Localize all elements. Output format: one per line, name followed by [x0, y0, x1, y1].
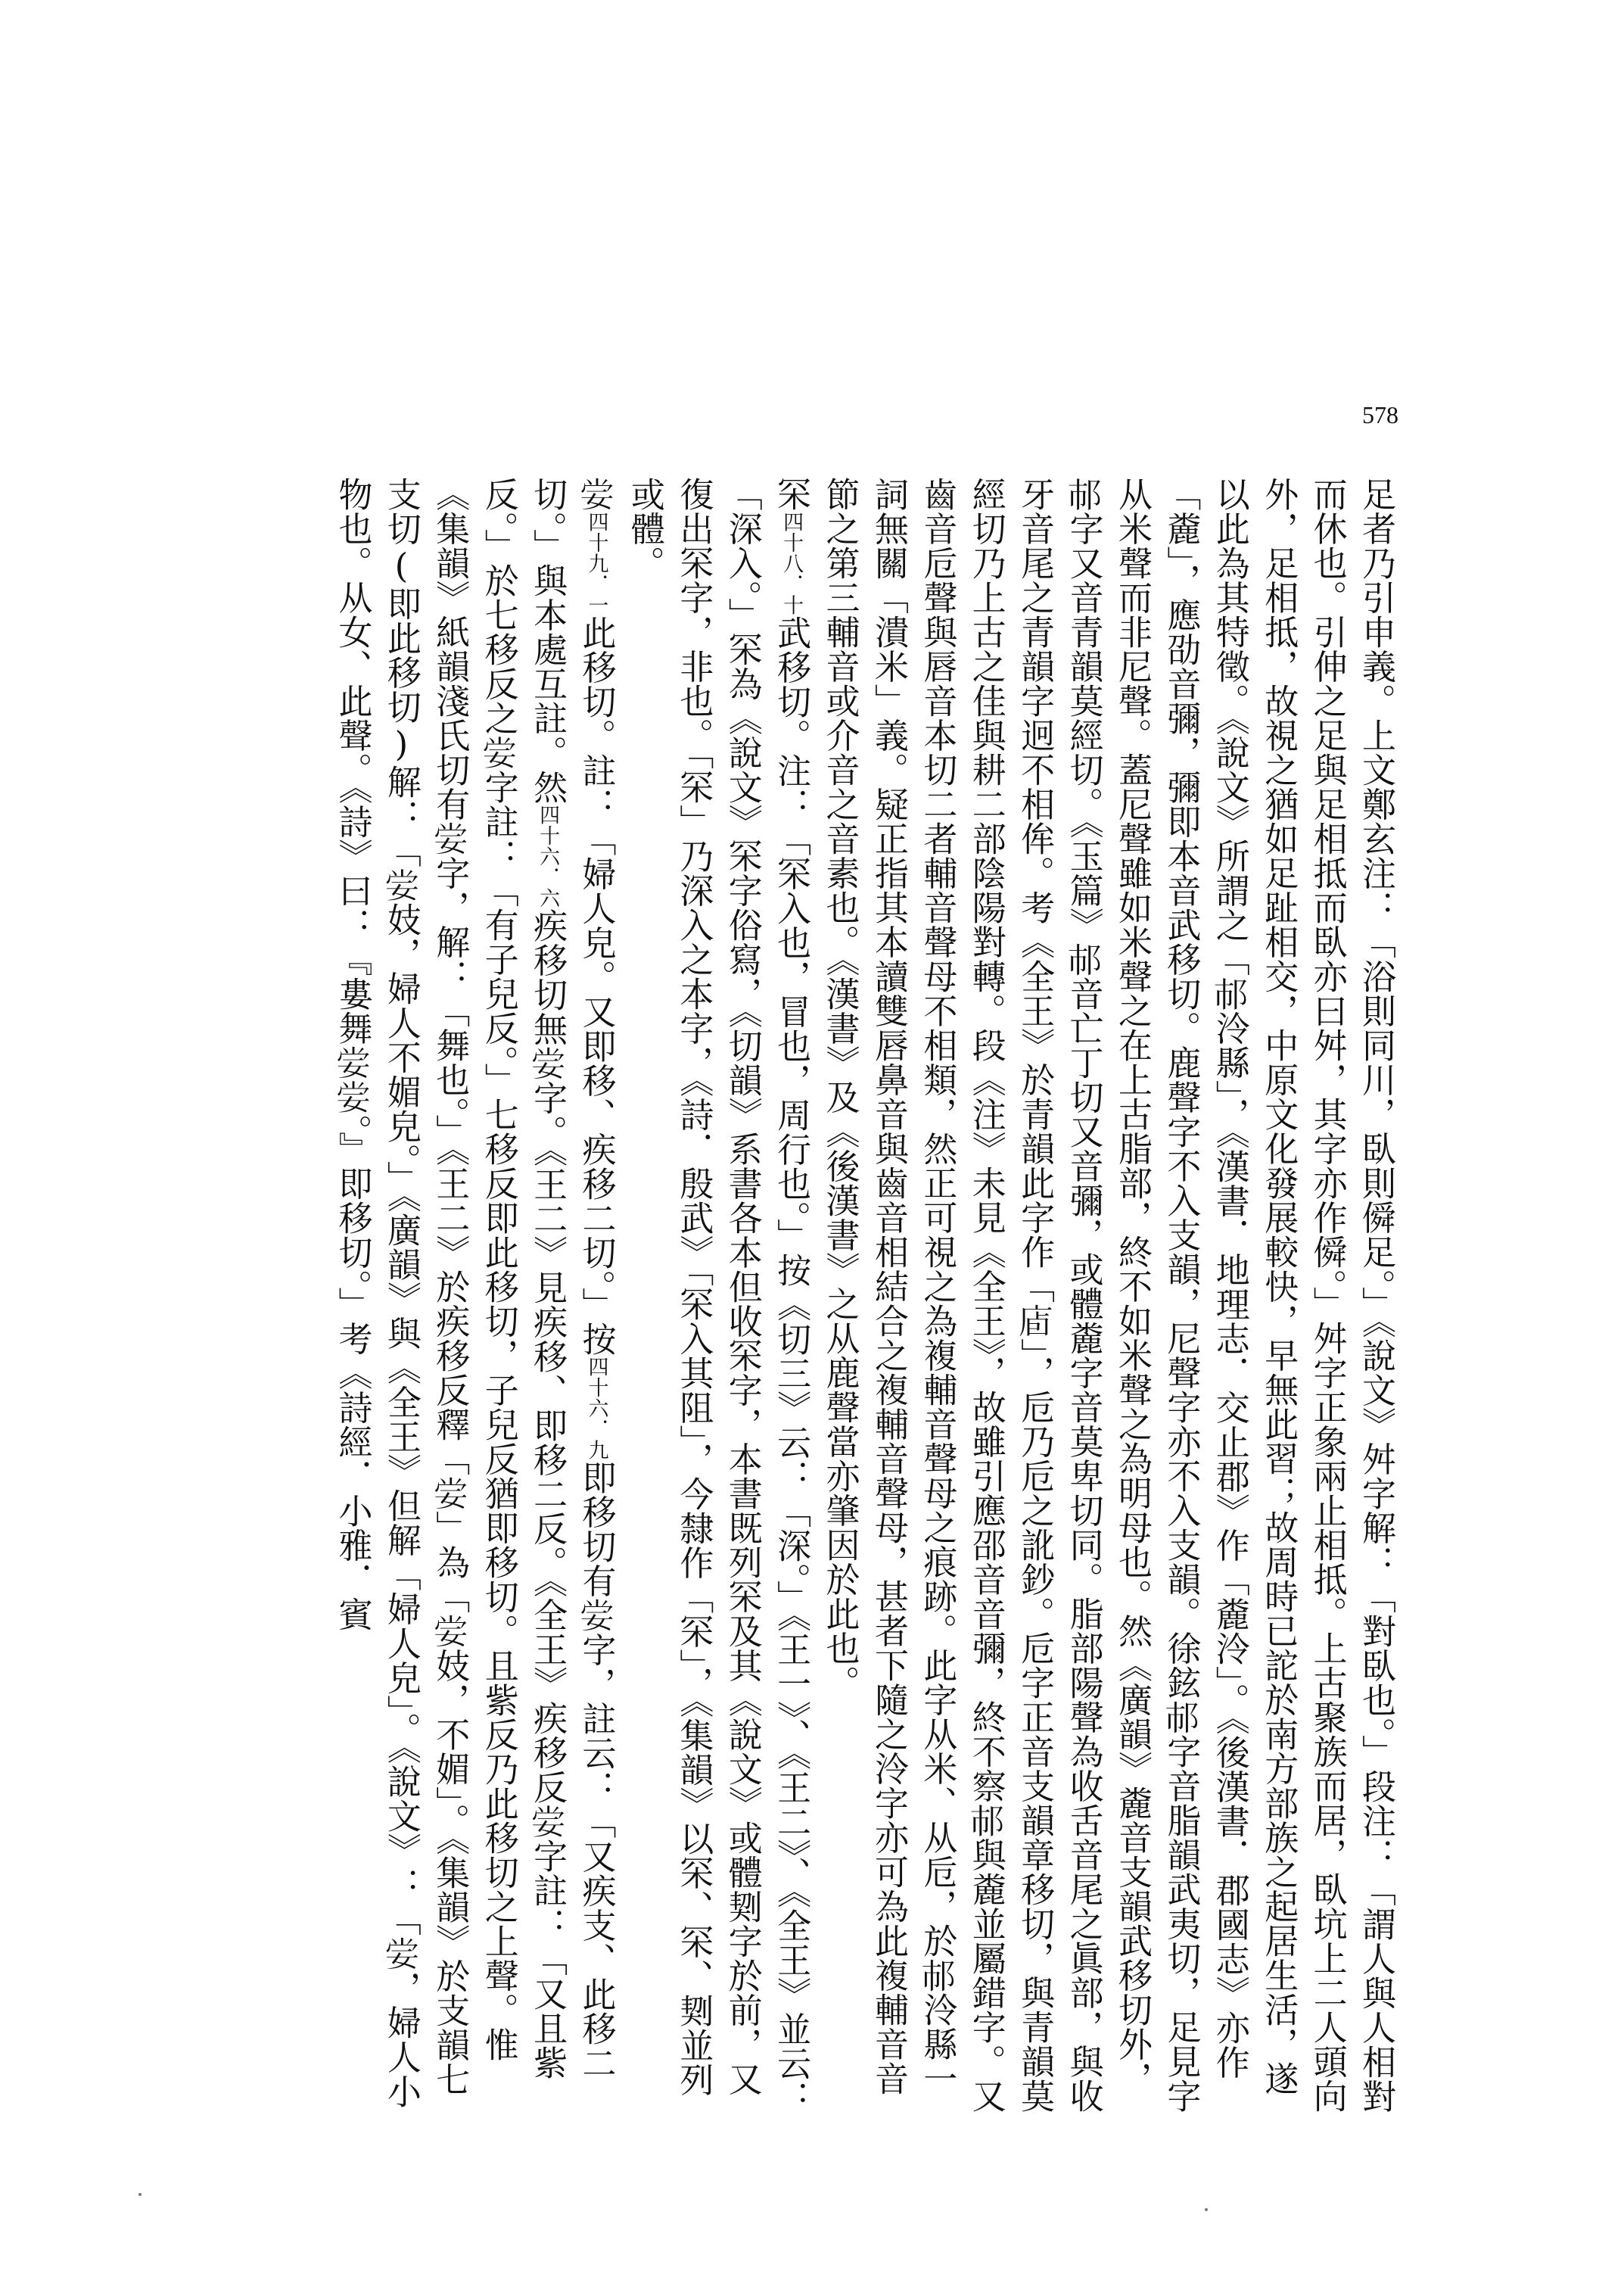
scan-speck [1205, 2208, 1208, 2211]
section-index-number: 四十六．六 [536, 804, 560, 908]
paragraph-text: 𡜈 [576, 477, 617, 512]
paragraph [328, 477, 620, 2120]
paragraph-text: 足者乃引申義。上文鄭玄注：「浴則同川，臥則僢足。」《說文》舛字解：「對臥也。」段注：「謂人與人相對而休也。引伸之足與足相抵而臥亦曰舛，其字亦作僢。」舛字正象兩止相抵。上古聚族而居，臥坑上二人頭向外，足相抵，故視之猶如足趾相交，中原文化發展較快，早無此習；故周時已詑於南方部族之起居生活，遂以此為其特徵。《說文》所謂之「𨙶泠縣」，《漢書．地理志．交止郡》作「麊泠」。《後漢書．郡國志》亦作「麊」，應劭音彌，彌即本音武移切。鹿聲字不入支韻，尼聲字亦不入支韻。徐鉉𨙶字音脂韻武夷切，足見字从米聲而非尼聲。蓋尼聲雖如米聲之在上古脂部，終不如米聲之為明母也。然《廣韻》麊音支韻武移切外，𨙶字又音青韻莫經切。《玉篇》𨙶音亡丁切又音彌，或體麊字音莫卑切同。脂部陽聲為收舌音尾之眞部，與收牙音尾之青韻字迥不相侔。考《全王》於青韻此字作「𢈞」，卮乃卮之訛鈔。卮字正音支韻章移切，與青韻莫經切乃上古之佳與耕二部陰陽對轉。段《注》未見《全王》，故雖引應邵音音彌，終不察𨙶與麊並屬錯字。又齒音卮聲與唇音本切二者輔音聲母不相類，然正可視之為複輔音聲母之痕跡。此字从米、从卮，於𨙶泠縣一詞無關「潰米」義。疑正指其本讀雙唇鼻音與齒音相結合之複輔音聲母，甚者下隨之泠字亦可為此複輔音音節之第三輔音或介音之音素也。《漢書》及《後漢書》之从鹿聲當亦肇因於此也。 [820, 477, 1396, 2113]
page-number: 578 [1362, 401, 1398, 428]
section-index-number: 四十八．十 [779, 511, 804, 615]
paragraph [815, 477, 1400, 2120]
scan-speck [138, 2193, 142, 2196]
paragraph [621, 477, 816, 2120]
section-index-number: 四十九．一 [584, 511, 608, 615]
section-index-number: 四十六．九 [584, 1356, 608, 1460]
paragraph-text: 武移切。注：「罙入也，冒也，周行也。」按《切三》云：「深。」《王一》、《王二》、《全王》並云：「深入。」罙為《說文》罙字俗寫，《切韻》系書各本但收罙字，本書既列罙及其《說文》或體㓶字於前，又復出罙字，非也。「罙」乃深入之本字，《詩．殷武》「罙入其阻」，今隸作「罙」，《集韻》以罙、罙、㓶並列或體。 [624, 477, 812, 2115]
paragraph-text: 即移切有𡜈字，註云：「又疾支、此移二切。」與本處互註。然 [527, 477, 617, 2080]
paragraph-text: 此移切。註：「婦人皃。又即移、疾移二切。」按 [576, 615, 617, 1356]
paragraph-text: 罙 [771, 477, 812, 512]
paragraph-text: 疾移切無𡜈字。《王二》見疾移、即移二反。《全王》疾移反𡜈字註：「又且紫反。」於七移反之𡜈字註：「有子兒反。」七移反即此移切，子兒反猶即移切。且紫反乃此移切之上聲。惟《集韻》紙韻淺氏切有𡜈字，解：「舞也。」《王二》於疾移反釋「𡜈」為「𡜈妓，不媚」。《集韻》於支韻七支切(即此移切)解：「𡜈妓，婦人不媚皃。」《廣韻》與《全王》但解「婦人皃」。《說文》：「𡜈，婦人小物也。从女、此聲。《詩》曰：『婁舞𡜈𡜈。』即移切。」考《詩經．小雅．賓 [332, 477, 568, 2109]
vertical-text-body [219, 477, 1400, 2120]
